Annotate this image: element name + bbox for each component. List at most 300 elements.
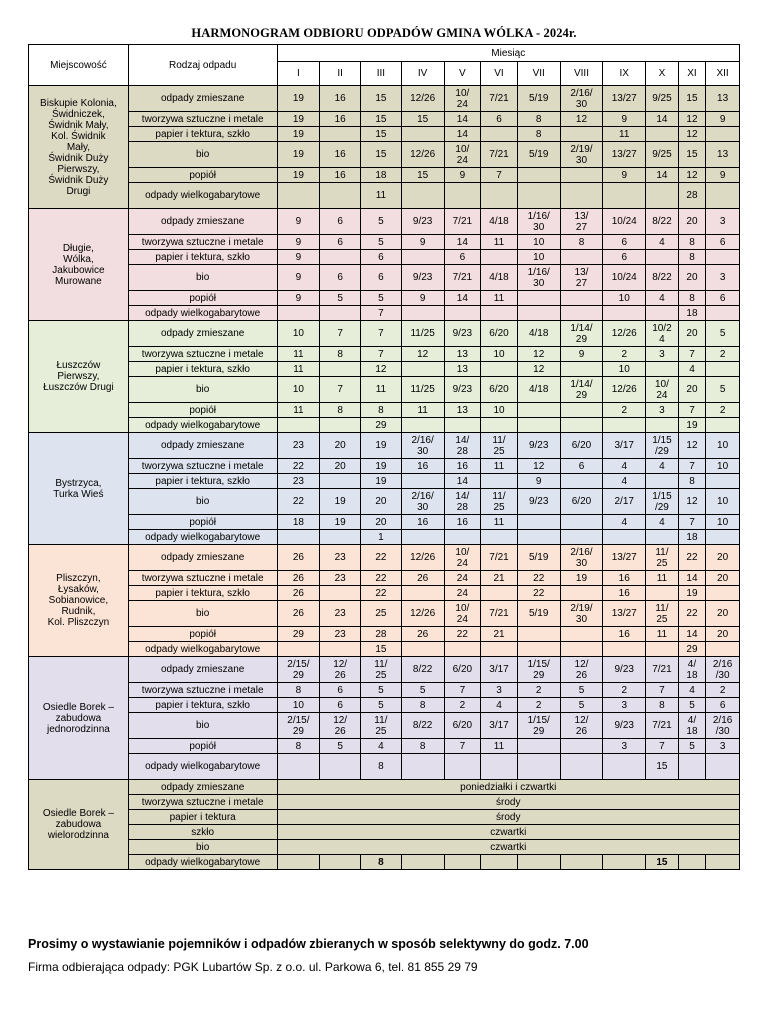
waste-type: bio — [128, 840, 277, 855]
pickup-day: 5 — [401, 683, 444, 698]
pickup-day: 2 — [444, 698, 481, 713]
pickup-day — [560, 418, 603, 433]
pickup-day — [603, 183, 646, 209]
pickup-day: 9 — [277, 250, 320, 265]
pickup-day — [481, 306, 518, 321]
pickup-day: 1/14/ 29 — [560, 377, 603, 403]
pickup-day: 10/2 4 — [646, 321, 679, 347]
pickup-day: 16 — [603, 586, 646, 601]
pickup-day: 8 — [678, 250, 706, 265]
pickup-day: 14/ 28 — [444, 433, 481, 459]
month-header: V — [444, 62, 481, 86]
pickup-day: 12 — [678, 127, 706, 142]
pickup-day: 14 — [444, 291, 481, 306]
pickup-day: 13/27 — [603, 142, 646, 168]
pickup-day: 14 — [646, 168, 679, 183]
pickup-day: 22 — [444, 627, 481, 642]
pickup-day: 20 — [706, 571, 740, 586]
pickup-day: 20 — [706, 545, 740, 571]
waste-type: tworzywa sztuczne i metale — [128, 683, 277, 698]
pickup-day: 11/ 25 — [646, 545, 679, 571]
pickup-day — [560, 127, 603, 142]
pickup-day — [444, 855, 481, 870]
pickup-day — [560, 754, 603, 780]
pickup-day: 7/21 — [481, 601, 518, 627]
company-info: Firma odbierająca odpady: PGK Lubartów Sp. z o.o. ul. Parkowa 6, tel. 81 855 29 79 — [28, 960, 478, 974]
pickup-day: 15 — [678, 142, 706, 168]
pickup-day: 12/26 — [603, 377, 646, 403]
schedule-row — [29, 601, 740, 627]
month-header: XII — [706, 62, 740, 86]
pickup-day: 6 — [560, 459, 603, 474]
pickup-day: 2/19/ 30 — [560, 142, 603, 168]
waste-type: odpady zmieszane — [128, 433, 277, 459]
schedule-row — [29, 530, 740, 545]
pickup-day — [646, 530, 679, 545]
pickup-day — [277, 642, 320, 657]
waste-type: odpady zmieszane — [128, 780, 277, 795]
pickup-day — [706, 586, 740, 601]
pickup-day: 11 — [277, 347, 320, 362]
pickup-day: 8 — [517, 127, 560, 142]
pickup-day — [481, 855, 518, 870]
waste-type: odpady zmieszane — [128, 657, 277, 683]
schedule-row — [29, 235, 740, 250]
pickup-day: 22 — [517, 571, 560, 586]
schedule-row — [29, 86, 740, 112]
pickup-day: 7 — [361, 321, 402, 347]
pickup-day — [560, 403, 603, 418]
pickup-day: 13/27 — [603, 601, 646, 627]
pickup-day: 29 — [361, 418, 402, 433]
month-header: IX — [603, 62, 646, 86]
pickup-day — [603, 754, 646, 780]
waste-type: papier i tektura, szkło — [128, 250, 277, 265]
month-header: IV — [401, 62, 444, 86]
pickup-day: 7 — [361, 347, 402, 362]
pickup-day: 10 — [481, 347, 518, 362]
pickup-day: 6 — [444, 250, 481, 265]
pickup-day — [444, 418, 481, 433]
pickup-day — [401, 855, 444, 870]
pickup-day: 22 — [277, 489, 320, 515]
pickup-day — [560, 855, 603, 870]
pickup-day: 9/25 — [646, 142, 679, 168]
locality-name: Łuszczów Pierwszy, Łuszczów Drugi — [29, 321, 129, 433]
pickup-day: 14 — [444, 235, 481, 250]
pickup-day: 14/ 28 — [444, 489, 481, 515]
pickup-day: 12/26 — [401, 142, 444, 168]
pickup-day — [646, 642, 679, 657]
pickup-day — [401, 586, 444, 601]
pickup-day: 8 — [678, 291, 706, 306]
schedule-row — [29, 321, 740, 347]
pickup-day: 6 — [603, 250, 646, 265]
pickup-day: 7 — [444, 683, 481, 698]
pickup-day: 10 — [603, 291, 646, 306]
waste-type: bio — [128, 142, 277, 168]
pickup-day: 11 — [361, 183, 402, 209]
pickup-day: 2/16/ 30 — [401, 489, 444, 515]
pickup-day — [277, 855, 320, 870]
pickup-day: 10/24 — [603, 265, 646, 291]
pickup-day: 6 — [481, 112, 518, 127]
waste-type: papier i tektura — [128, 810, 277, 825]
pickup-day — [560, 530, 603, 545]
pickup-day: 8 — [678, 474, 706, 489]
schedule-row — [29, 459, 740, 474]
waste-type: bio — [128, 601, 277, 627]
schedule-row — [29, 127, 740, 142]
pickup-day: 16 — [401, 515, 444, 530]
pickup-day: 29 — [678, 642, 706, 657]
pickup-day: 7 — [481, 168, 518, 183]
pickup-day — [706, 362, 740, 377]
pickup-day — [560, 250, 603, 265]
pickup-day: 6/20 — [560, 433, 603, 459]
pickup-day: 9 — [706, 112, 740, 127]
pickup-day: 6/20 — [444, 657, 481, 683]
pickup-day: 8 — [646, 698, 679, 713]
pickup-day: 11 — [603, 127, 646, 142]
pickup-day: 13/27 — [603, 86, 646, 112]
waste-type: papier i tektura, szkło — [128, 127, 277, 142]
schedule-row — [29, 291, 740, 306]
pickup-day: 23 — [320, 571, 361, 586]
waste-type: odpady wielkogabarytowe — [128, 642, 277, 657]
pickup-day: 19 — [678, 586, 706, 601]
pickup-day — [560, 183, 603, 209]
pickup-day: 3 — [706, 209, 740, 235]
pickup-day: 19 — [277, 86, 320, 112]
waste-type: odpady zmieszane — [128, 209, 277, 235]
pickup-day: 26 — [277, 545, 320, 571]
waste-type: odpady zmieszane — [128, 86, 277, 112]
pickup-day: 2/19/ 30 — [560, 601, 603, 627]
pickup-day — [401, 127, 444, 142]
pickup-day: 10 — [277, 698, 320, 713]
pickup-day — [603, 855, 646, 870]
pickup-day: 20 — [706, 601, 740, 627]
pickup-day: 24 — [444, 586, 481, 601]
pickup-day: 6 — [320, 209, 361, 235]
pickup-day — [401, 250, 444, 265]
schedule-row — [29, 642, 740, 657]
pickup-day: 9/25 — [646, 86, 679, 112]
pickup-day: 10/24 — [603, 209, 646, 235]
pickup-day: 9 — [560, 347, 603, 362]
pickup-day: 9 — [401, 291, 444, 306]
pickup-day: 11/ 25 — [481, 433, 518, 459]
pickup-day: 5 — [361, 698, 402, 713]
pickup-day: 18 — [678, 306, 706, 321]
pickup-day — [560, 474, 603, 489]
pickup-day: 6 — [603, 235, 646, 250]
pickup-day — [444, 183, 481, 209]
pickup-day: 2/16/ 30 — [560, 86, 603, 112]
schedule-row — [29, 418, 740, 433]
pickup-day: 4 — [678, 683, 706, 698]
pickup-day: 9 — [706, 168, 740, 183]
pickup-day: 8 — [361, 754, 402, 780]
pickup-day: 1 — [361, 530, 402, 545]
pickup-day: 2 — [603, 683, 646, 698]
waste-type: tworzywa sztuczne i metale — [128, 112, 277, 127]
pickup-day — [401, 642, 444, 657]
pickup-day: 14 — [646, 112, 679, 127]
pickup-day: 10/ 24 — [444, 142, 481, 168]
schedule-row — [29, 347, 740, 362]
pickup-day: 2/16 /30 — [706, 713, 740, 739]
pickup-day — [320, 586, 361, 601]
pickup-day: 26 — [401, 627, 444, 642]
pickup-day: 5 — [361, 291, 402, 306]
waste-type: odpady wielkogabarytowe — [128, 754, 277, 780]
pickup-day — [603, 642, 646, 657]
pickup-day — [706, 250, 740, 265]
schedule-row — [29, 112, 740, 127]
locality-header: Miejscowość — [29, 45, 129, 86]
schedule-table — [28, 44, 740, 870]
pickup-note: czwartki — [277, 825, 739, 840]
pickup-day: 6 — [361, 250, 402, 265]
pickup-day: 4/ 18 — [678, 713, 706, 739]
pickup-day: 10 — [517, 250, 560, 265]
pickup-day — [706, 754, 740, 780]
pickup-day: 8 — [678, 235, 706, 250]
pickup-day: 4 — [603, 474, 646, 489]
pickup-day: 2 — [517, 683, 560, 698]
pickup-day: 4 — [646, 235, 679, 250]
pickup-day: 1/15 /29 — [646, 489, 679, 515]
pickup-day — [646, 250, 679, 265]
pickup-day: 8 — [320, 403, 361, 418]
pickup-day — [320, 642, 361, 657]
pickup-day: 4 — [603, 459, 646, 474]
schedule-row — [29, 306, 740, 321]
pickup-day: 19 — [361, 459, 402, 474]
pickup-day: 8 — [361, 855, 402, 870]
pickup-day — [481, 754, 518, 780]
pickup-day: 8/22 — [401, 657, 444, 683]
pickup-day — [603, 306, 646, 321]
pickup-day: 3 — [603, 739, 646, 754]
pickup-day — [277, 306, 320, 321]
pickup-day: 13 — [706, 86, 740, 112]
pickup-day — [706, 530, 740, 545]
locality-name: Pliszczyn, Łysaków, Sobianowice, Rudnik, Kol. Pliszczyn — [29, 545, 129, 657]
pickup-day: 11/ 25 — [481, 489, 518, 515]
pickup-day: 20 — [320, 459, 361, 474]
pickup-day: 5 — [361, 235, 402, 250]
pickup-day — [320, 306, 361, 321]
pickup-day — [444, 306, 481, 321]
pickup-day: 18 — [277, 515, 320, 530]
pickup-day — [706, 306, 740, 321]
pickup-day — [706, 642, 740, 657]
pickup-day: 7/21 — [646, 657, 679, 683]
pickup-day: 23 — [320, 601, 361, 627]
pickup-day: 2/15/ 29 — [277, 657, 320, 683]
pickup-day: 5 — [560, 698, 603, 713]
pickup-day: 6 — [361, 265, 402, 291]
schedule-row — [29, 657, 740, 683]
pickup-day: 9 — [401, 235, 444, 250]
pickup-day — [603, 418, 646, 433]
pickup-day — [560, 642, 603, 657]
pickup-day: 5 — [320, 291, 361, 306]
pickup-day: 12/ 26 — [560, 713, 603, 739]
pickup-day: 26 — [277, 586, 320, 601]
pickup-day: 9 — [277, 235, 320, 250]
pickup-day: 11/ 25 — [361, 657, 402, 683]
pickup-day: 14 — [444, 127, 481, 142]
pickup-day: 1/15/ 29 — [517, 713, 560, 739]
pickup-day — [706, 183, 740, 209]
pickup-day: 22 — [361, 586, 402, 601]
pickup-day — [444, 754, 481, 780]
pickup-day: 10/ 24 — [444, 545, 481, 571]
pickup-day: 20 — [320, 433, 361, 459]
pickup-day: 3 — [706, 739, 740, 754]
pickup-day: 12/ 26 — [320, 713, 361, 739]
pickup-day — [401, 474, 444, 489]
pickup-day: 7 — [678, 515, 706, 530]
pickup-day: 20 — [706, 627, 740, 642]
pickup-day: 11 — [646, 627, 679, 642]
pickup-day: 10/ 24 — [646, 377, 679, 403]
pickup-day: 22 — [517, 586, 560, 601]
pickup-day: 5 — [678, 739, 706, 754]
pickup-day: 1/14/ 29 — [560, 321, 603, 347]
waste-type: tworzywa sztuczne i metale — [128, 459, 277, 474]
pickup-day: 16 — [320, 168, 361, 183]
pickup-day — [401, 306, 444, 321]
pickup-day: 22 — [361, 571, 402, 586]
pickup-day: 12/26 — [401, 601, 444, 627]
pickup-day: 6/20 — [444, 713, 481, 739]
pickup-day: 11/ 25 — [361, 713, 402, 739]
pickup-day: 7/21 — [646, 713, 679, 739]
pickup-day: 8 — [320, 347, 361, 362]
pickup-day: 28 — [678, 183, 706, 209]
pickup-day — [560, 739, 603, 754]
schedule-row — [29, 754, 740, 780]
waste-type: popiół — [128, 291, 277, 306]
month-header: VI — [481, 62, 518, 86]
waste-type: popiół — [128, 403, 277, 418]
pickup-day: 11 — [481, 235, 518, 250]
pickup-day: 20 — [678, 377, 706, 403]
pickup-day: 19 — [320, 515, 361, 530]
pickup-day — [706, 474, 740, 489]
pickup-day: 7/21 — [444, 209, 481, 235]
pickup-day: 12 — [678, 433, 706, 459]
pickup-day — [646, 418, 679, 433]
pickup-day: 12 — [678, 489, 706, 515]
pickup-day: 7/21 — [481, 545, 518, 571]
pickup-day — [277, 418, 320, 433]
pickup-day — [320, 530, 361, 545]
schedule-row — [29, 698, 740, 713]
pickup-day: 12/26 — [603, 321, 646, 347]
pickup-day — [401, 183, 444, 209]
pickup-day: 19 — [560, 571, 603, 586]
pickup-day: 18 — [678, 530, 706, 545]
pickup-day: 16 — [603, 571, 646, 586]
pickup-day: 16 — [603, 627, 646, 642]
schedule-row — [29, 586, 740, 601]
pickup-day: 4 — [361, 739, 402, 754]
pickup-day: 9 — [603, 168, 646, 183]
schedule-row — [29, 683, 740, 698]
pickup-day: 28 — [361, 627, 402, 642]
pickup-day: 6 — [320, 265, 361, 291]
pickup-day — [481, 530, 518, 545]
pickup-day: 1/15 /29 — [646, 433, 679, 459]
pickup-day: 15 — [361, 127, 402, 142]
pickup-day: 5/19 — [517, 601, 560, 627]
pickup-day: 4/ 18 — [678, 657, 706, 683]
locality-name: Długie, Wólka, Jakubowice Murowane — [29, 209, 129, 321]
pickup-day: 14 — [444, 474, 481, 489]
schedule-row — [29, 545, 740, 571]
schedule-row — [29, 713, 740, 739]
pickup-day: 12 — [678, 168, 706, 183]
pickup-day: 15 — [361, 86, 402, 112]
pickup-day: 4 — [481, 698, 518, 713]
pickup-day: 9/23 — [444, 321, 481, 347]
pickup-day: 2 — [706, 403, 740, 418]
page-title: HARMONOGRAM ODBIORU ODPADÓW GMINA WÓLKA - 2024r. — [191, 26, 577, 40]
pickup-day: 5/19 — [517, 142, 560, 168]
waste-type: papier i tektura, szkło — [128, 362, 277, 377]
pickup-day: 7 — [320, 321, 361, 347]
pickup-day: 4/18 — [517, 321, 560, 347]
pickup-day: 9/23 — [603, 657, 646, 683]
pickup-day: 2/16/ 30 — [401, 433, 444, 459]
pickup-day: 8 — [361, 403, 402, 418]
pickup-day — [517, 183, 560, 209]
pickup-day: 8/22 — [646, 265, 679, 291]
waste-type: odpady wielkogabarytowe — [128, 306, 277, 321]
pickup-day: 10/ 24 — [444, 86, 481, 112]
pickup-day — [444, 642, 481, 657]
pickup-day: 8 — [401, 698, 444, 713]
schedule-row — [29, 377, 740, 403]
pickup-day — [320, 250, 361, 265]
pickup-day: 12 — [517, 459, 560, 474]
schedule-row — [29, 855, 740, 870]
pickup-day — [560, 168, 603, 183]
pickup-day: 6 — [706, 235, 740, 250]
pickup-day: 3/17 — [481, 657, 518, 683]
pickup-day — [603, 530, 646, 545]
pickup-day: 13/ 27 — [560, 265, 603, 291]
pickup-day: 16 — [320, 112, 361, 127]
month-header: X — [646, 62, 679, 86]
pickup-day: 8/22 — [401, 713, 444, 739]
pickup-day — [678, 855, 706, 870]
pickup-day: 15 — [646, 754, 679, 780]
pickup-day — [678, 754, 706, 780]
pickup-day — [320, 362, 361, 377]
pickup-day: 15 — [361, 112, 402, 127]
schedule-row — [29, 825, 740, 840]
schedule-row — [29, 362, 740, 377]
schedule-row — [29, 265, 740, 291]
pickup-day: 3 — [481, 683, 518, 698]
